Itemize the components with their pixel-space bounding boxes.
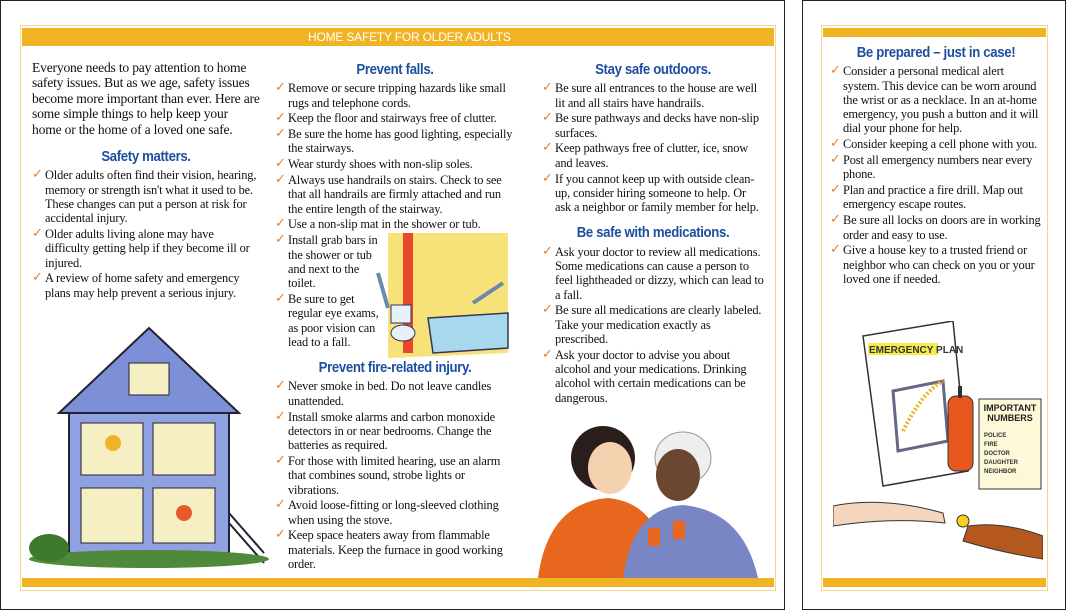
list-item: ✓ Keep the floor and stairways free of clutter. — [275, 110, 497, 126]
list-item: ✓ Install smoke alarms and carbon monoxide detectors in or near bedrooms. Change the batteries as required. — [275, 408, 495, 453]
list-item: ✓ Be sure the home has good lighting, especially the stairways. — [275, 126, 513, 156]
fire-list — [275, 379, 515, 571]
list-item: ✓ Keep pathways free of clutter, ice, snow and leaves. — [542, 140, 749, 170]
section-heading-safety: Safety matters. — [101, 148, 191, 166]
checkmark-icon: ✓ — [542, 170, 553, 186]
checkmark-icon: ✓ — [275, 172, 286, 188]
checkmark-icon: ✓ — [830, 182, 841, 198]
numbers-police: POLICE — [984, 433, 1007, 439]
section-heading-prepared: Be prepared – just in case! — [856, 44, 1016, 61]
medications-list — [542, 245, 764, 405]
list-item: ✓ Be sure all entrances to the house are well lit and all stairs have handrails. — [542, 80, 758, 110]
checkmark-icon: ✓ — [830, 212, 841, 228]
list-item: ✓ Be sure all locks on doors are in working order and easy to use. — [830, 212, 1041, 242]
page-title: HOME SAFETY FOR OLDER ADULTS — [308, 30, 511, 44]
list-item: ✓ Ask your doctor to review all medications. Some medications can cause a person to feel lightheaded or dizzy, which can lead to a fall. — [542, 243, 764, 302]
numbers-doctor: DOCTOR — [984, 451, 1010, 457]
section-heading-fire: Prevent fire-related injury. — [318, 359, 472, 377]
column-1 — [32, 60, 260, 312]
list-item: ✓ Use a non-slip mat in the shower or tub. — [275, 216, 481, 232]
list-item: ✓ If you cannot keep up with outside clean-up, consider hiring someone to help. Or ask a neighbor or family member for help. — [542, 170, 759, 215]
checkmark-icon: ✓ — [275, 378, 286, 394]
list-item: ✓ Older adults often find their vision, hearing, memory or strength isn't what it used to be. These changes can put a person at risk for accidental injury. — [32, 167, 257, 226]
list-item: ✓ Keep space heaters away from flammable materials. Keep the furnace in good working order. — [275, 527, 503, 571]
checkmark-icon: ✓ — [830, 242, 841, 258]
list-item: ✓ Ask your doctor to advise you about alcohol and your medications. Drinking alcohol with certain medications can be dangerous. — [542, 346, 747, 405]
checkmark-icon: ✓ — [275, 232, 286, 248]
list-item: ✓ Always use handrails on stairs. Check to see that all handrails are firmly attached and run the entire length of the stairway. — [275, 172, 502, 216]
checkmark-icon: ✓ — [542, 346, 553, 362]
list-item: ✓ Post all emergency numbers near every phone. — [830, 152, 1033, 182]
footer-bar — [823, 578, 1046, 587]
checkmark-icon: ✓ — [275, 156, 286, 172]
list-item: ✓ Older adults living alone may have difficulty getting help if they become ill or injured. — [32, 226, 250, 270]
list-item: ✓ Be sure all medications are clearly labeled. Take your medication exactly as prescribed. — [542, 302, 762, 347]
list-item: ✓ Never smoke in bed. Do not leave candles unattended. — [275, 378, 492, 408]
checkmark-icon: ✓ — [275, 290, 286, 306]
list-item: ✓ Give a house key to a trusted friend or neighbor who can check on you or your loved one if needed. — [830, 242, 1035, 286]
section-heading-falls: Prevent falls. — [356, 61, 434, 78]
numbers-fire: FIRE — [984, 442, 998, 448]
emergency-plan-label: EMERGENCY PLAN — [869, 345, 964, 356]
checkmark-icon: ✓ — [830, 152, 841, 168]
house-illustration — [29, 323, 269, 568]
medication-couple-illustration — [528, 413, 774, 578]
list-item: ✓ A review of home safety and emergency plans may help prevent a serious injury. — [32, 270, 240, 300]
checkmark-icon: ✓ — [275, 216, 286, 232]
list-item: ✓ Avoid loose-fitting or long-sleeved clothing when using the stove. — [275, 497, 499, 527]
checkmark-icon: ✓ — [542, 243, 553, 259]
list-item: ✓ Be sure to get regular eye exams, as poor vision can lead to a fall. — [275, 290, 379, 349]
checkmark-icon: ✓ — [275, 527, 286, 543]
prepared-list — [830, 64, 1042, 286]
list-item: ✓ Plan and practice a fire drill. Map out emergency escape routes. — [830, 182, 1023, 212]
checkmark-icon: ✓ — [32, 167, 43, 183]
checkmark-icon: ✓ — [542, 110, 553, 126]
list-item: ✓ Consider a personal medical alert system. This device can be worn around the wrist or as a necklace. In an at-home emergency, you push a button and it will dial your phone for help. — [830, 63, 1039, 136]
important-numbers-label: IMPORTANT NUMBERS — [983, 403, 1037, 423]
list-item: ✓ Install grab bars in the shower or tub and next to the toilet. — [275, 232, 378, 291]
numbers-neighbor: NEIGHBOR — [984, 469, 1017, 475]
numbers-daughter: DAUGHTER — [984, 460, 1018, 466]
list-item: ✓ Remove or secure tripping hazards like small rugs and telephone cords. — [275, 80, 506, 110]
outdoors-list — [542, 81, 764, 214]
prepared-column — [830, 46, 1042, 298]
section-heading-medications: Be safe with medications. — [576, 224, 730, 242]
brochure-back-panel — [802, 0, 1066, 610]
checkmark-icon: ✓ — [542, 80, 553, 96]
checkmark-icon: ✓ — [275, 126, 286, 142]
checkmark-icon: ✓ — [830, 136, 841, 152]
column-3 — [542, 63, 764, 417]
list-item: ✓ Wear sturdy shoes with non-slip soles. — [275, 156, 473, 172]
checkmark-icon: ✓ — [275, 497, 286, 513]
checkmark-icon: ✓ — [275, 110, 286, 126]
list-item: ✓ Consider keeping a cell phone with you. — [830, 136, 1038, 152]
checkmark-icon: ✓ — [275, 80, 286, 96]
list-item: ✓ Be sure pathways and decks have non-slip surfaces. — [542, 110, 759, 140]
safety-list — [32, 168, 260, 300]
section-heading-outdoors: Stay safe outdoors. — [595, 61, 711, 78]
list-item: ✓ For those with limited hearing, use an alarm that combines sound, strobe lights or vibrations. — [275, 452, 501, 497]
checkmark-icon: ✓ — [32, 226, 43, 242]
emergency-plan-illustration — [833, 321, 1043, 571]
header-bar — [823, 28, 1046, 37]
checkmark-icon: ✓ — [275, 452, 286, 468]
intro-paragraph: Everyone needs to pay attention to home safety issues. But as we age, safety issues become more important than ever. Here are some simple things to help keep your home or the home of a loved one safe. — [32, 60, 260, 137]
checkmark-icon: ✓ — [542, 302, 553, 318]
checkmark-icon: ✓ — [275, 408, 286, 424]
checkmark-icon: ✓ — [542, 140, 553, 156]
checkmark-icon: ✓ — [32, 270, 43, 286]
bathroom-illustration — [373, 233, 513, 361]
checkmark-icon: ✓ — [830, 63, 841, 79]
